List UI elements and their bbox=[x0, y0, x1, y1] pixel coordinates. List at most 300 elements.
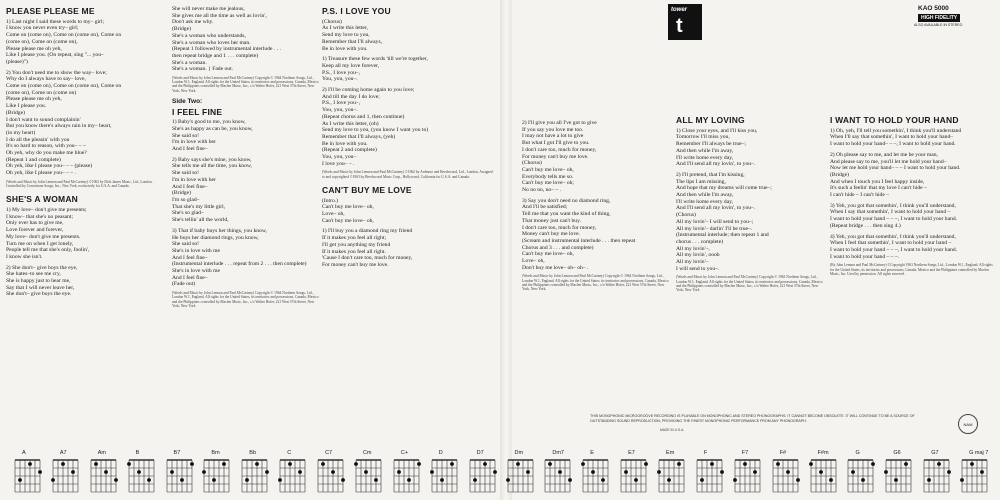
finger-dot bbox=[970, 462, 974, 466]
chord-name: B7 bbox=[173, 450, 181, 456]
chord-grid-icon bbox=[770, 458, 800, 494]
lyric-line: (come on), Come on (come on) bbox=[6, 89, 77, 96]
lyric-line: 4) Yeh, you got that somethin', I think you'll understand, bbox=[830, 233, 956, 240]
finger-dot bbox=[493, 470, 497, 474]
finger-dot bbox=[245, 478, 249, 482]
lyrics-all-my-loving bbox=[676, 128, 826, 273]
finger-dot bbox=[364, 470, 368, 474]
chord-name: Cm bbox=[362, 450, 372, 456]
finger-dot bbox=[904, 462, 908, 466]
finger-dot bbox=[321, 462, 325, 466]
finger-dot bbox=[127, 462, 131, 466]
column-3 bbox=[322, 6, 494, 446]
finger-dot bbox=[796, 478, 800, 482]
lyric-line: For money can't buy me love. bbox=[322, 261, 389, 268]
finger-dot bbox=[278, 478, 282, 482]
finger-dot bbox=[407, 478, 411, 482]
finger-dot bbox=[720, 470, 724, 474]
chord-name: A7 bbox=[59, 450, 67, 456]
lyric-line: I know she isn't. bbox=[6, 253, 43, 260]
finger-dot bbox=[568, 478, 572, 482]
credit-shes-a-woman: (Words and Music by John Lennon and Paul McCartney) Copyright © 1964 Northern Songs, Ltd., London W.1, England. All rights for the United States, its territories and possessions, Canada, Mexico and the Philippines controlled by Maclen Music, Inc., c/o Walter Hofer, 221 West 57th Street, New York, New York. bbox=[172, 76, 319, 93]
lyric-line: But you know there's always rain in my– heart, bbox=[6, 123, 112, 130]
lyric-line: And I'll be satisfied; bbox=[522, 204, 568, 211]
lyric-line: Can't buy me love– oh, bbox=[522, 251, 574, 258]
lyric-line: And when I touch you I feel happy inside, bbox=[830, 178, 925, 185]
finger-dot bbox=[829, 478, 833, 482]
song-title-please-please-me: PLEASE PLEASE ME bbox=[6, 6, 95, 16]
lyric-line: That she's my little girl, bbox=[172, 203, 226, 210]
chord-name: F bbox=[703, 450, 708, 456]
finger-dot bbox=[634, 478, 638, 482]
lyrics-i-want-to-hold-your-hand bbox=[830, 128, 996, 261]
chord-name: F7 bbox=[741, 450, 749, 456]
lyrics-cant-buy-me-love-cont bbox=[522, 120, 672, 271]
lyric-line: (come on), Come on (come on), bbox=[6, 38, 78, 45]
lyric-line: And then while I'm away, bbox=[676, 147, 734, 154]
song-title-ps-i-love-you: P.S. I LOVE YOU bbox=[322, 6, 391, 16]
lyric-line: All my lovin'– I will send to you–; bbox=[676, 218, 754, 225]
lyric-line: Love forever and forever, bbox=[6, 227, 64, 234]
finger-dot bbox=[331, 470, 335, 474]
lyric-line: No no no, no– – . bbox=[522, 187, 562, 194]
lyric-line: 2) I'll pretend, that I'm kissing, bbox=[676, 171, 745, 178]
credit-i-want-to-hold-your-hand: (By John Lennon and Paul McCartney) ©Copyright 1963 Northern Songs, Ltd., London W.1, England. All rights for the United States, its territories and possessions, Canada, Mexico and the Philippines controlled by Maclen Music, Inc. Used by permission. All rights reserved. bbox=[830, 263, 993, 276]
lyric-line: I want to hold your hand – – –, I want to hold your hand. bbox=[830, 246, 958, 253]
finger-dot bbox=[657, 470, 661, 474]
lyric-line: Remember that I'll always, (yeh) bbox=[322, 133, 396, 140]
finger-dot bbox=[28, 462, 32, 466]
finger-dot bbox=[710, 462, 714, 466]
finger-dot bbox=[852, 470, 856, 474]
finger-dot bbox=[203, 470, 207, 474]
chord-diagram bbox=[654, 448, 690, 498]
lyric-line: Now let me hold your hand– – – I want to hold your hand. bbox=[830, 165, 961, 172]
finger-dot bbox=[947, 470, 951, 474]
finger-dot bbox=[591, 470, 595, 474]
chord-diagram bbox=[199, 448, 235, 498]
chord-grid-icon bbox=[808, 458, 838, 494]
lyric-line: 2) You don't need me to show the way– love; bbox=[6, 69, 107, 76]
finger-dot bbox=[265, 470, 269, 474]
chord-grid-icon bbox=[467, 458, 497, 494]
lyric-line: I may not have a lot to give bbox=[522, 133, 584, 140]
chord-diagram bbox=[503, 448, 539, 498]
lyric-line: Come on (come on), Come on (come on), Come on bbox=[6, 83, 122, 90]
chord-diagram bbox=[86, 448, 122, 498]
song-title-i-feel-fine: I FEEL FINE bbox=[172, 106, 223, 117]
lyric-line: 3) Say you don't need no diamond ring, bbox=[522, 197, 611, 204]
lyric-line: Send my love to you, bbox=[322, 32, 370, 39]
lyric-line: All my lovin'–, bbox=[676, 245, 710, 252]
chord-name: G bbox=[855, 450, 860, 456]
lyric-line: Love– oh, bbox=[322, 210, 345, 217]
chord-diagram bbox=[124, 448, 160, 498]
lyric-line: All my lovin'– darlin' I'll be true–. bbox=[676, 225, 753, 232]
finger-dot bbox=[51, 478, 55, 482]
lyric-line: (Intro.) bbox=[322, 197, 338, 204]
chord-diagram bbox=[427, 448, 463, 498]
lyric-line: It's so hard to reason, with you– – – bbox=[6, 143, 86, 150]
lyric-line: Only ever has to give me, bbox=[6, 220, 64, 227]
lyric-line: (please)") bbox=[6, 58, 28, 65]
credit-ps-i-love-you: (Words and Music by John Lennon and Paul McCartney) ©1962 by Ardmore and Beechwood, Ltd., London. Assigned to and copyrighted ©1963 by Beechwood Music Corp., Hollywood, California for U.S.A. and Canada. bbox=[322, 170, 493, 179]
lyric-line: I'm in love with her bbox=[172, 176, 216, 183]
lyric-line: 1) Treasure these few words 'till we're together, bbox=[322, 56, 428, 63]
lyric-line: I want to hold your hand – – –, I want to hold your hand. bbox=[830, 216, 958, 223]
lyric-line: Send my love to you, (you know I want you to) bbox=[322, 127, 429, 134]
lyric-line: (Bridge) bbox=[6, 109, 25, 116]
lyric-line: I will send to you–. bbox=[676, 265, 720, 272]
lyric-line: And please say to me, you'll let me hold your hand– bbox=[830, 158, 947, 165]
lyric-line: Tomorrow I'll miss you, bbox=[676, 134, 730, 141]
nam-seal: NAM bbox=[958, 414, 978, 434]
lyric-line: (Scream and instrumental interlude . . . then repeat bbox=[522, 237, 636, 244]
lyric-line: 2) I'll give you all I've got to give bbox=[522, 120, 597, 126]
lyric-line: She's a woman who loves her man. bbox=[172, 39, 251, 46]
lyric-line: (Repeat 1 followed by instrumental interlude . . . bbox=[172, 46, 281, 53]
finger-dot bbox=[440, 478, 444, 482]
lyric-line: And I'll send all my lovin', to you–. bbox=[676, 161, 756, 168]
lyric-line: (Repeat 1 and complete) bbox=[6, 156, 61, 163]
lyric-line: Don't ask me why. bbox=[172, 19, 214, 26]
finger-dot bbox=[581, 462, 585, 466]
chord-name: F# bbox=[779, 450, 787, 456]
chord-name: C+ bbox=[400, 450, 409, 456]
lyric-line: And till the day I do love; bbox=[322, 93, 380, 100]
lyrics-shes-a-woman bbox=[6, 207, 166, 298]
finger-dot bbox=[809, 462, 813, 466]
finger-dot bbox=[147, 478, 151, 482]
finger-dot bbox=[61, 462, 65, 466]
lyric-line: Love– oh, bbox=[522, 258, 545, 265]
lyric-line: When I feel that somethin', I want to hold your hand – bbox=[830, 240, 952, 247]
lyric-line: I want to hold your hand – – –. bbox=[830, 253, 900, 260]
lyric-line: She is happy just to hear me, bbox=[6, 278, 71, 285]
lyric-line: She said so! bbox=[172, 170, 200, 177]
finger-dot bbox=[255, 462, 259, 466]
chord-grid-icon bbox=[353, 458, 383, 494]
chord-diagram bbox=[768, 448, 804, 498]
lyric-line: Oh yeh, like I please you– – – (please) bbox=[6, 163, 93, 170]
chord-grid-icon bbox=[391, 458, 421, 494]
chord-name: Dm7 bbox=[552, 450, 564, 456]
lyric-line: I don't care too, much for money, bbox=[522, 146, 597, 153]
lyric-line: (in my heart) bbox=[6, 129, 36, 136]
lyric-line: The lips I am missing, bbox=[676, 178, 726, 185]
lyric-line: As I write this letter, (oh) bbox=[322, 120, 379, 127]
lyric-line: 1) My love– don't give me presents; bbox=[6, 206, 87, 213]
lyric-line: (Repeat chorus and 1, then continue) bbox=[322, 113, 405, 120]
finger-dot bbox=[18, 478, 22, 482]
finger-dot bbox=[94, 462, 98, 466]
finger-dot bbox=[483, 462, 487, 466]
lyric-line: She hates–to see me cry, bbox=[6, 271, 61, 278]
lyric-line: And I feel fine– bbox=[172, 183, 208, 190]
chord-grid-icon bbox=[126, 458, 156, 494]
lyric-line: If you say you love me too. bbox=[522, 126, 584, 133]
chord-diagram bbox=[10, 448, 46, 498]
lyric-line: When I'll say that somethin', I want to hold your hand– bbox=[830, 134, 954, 141]
finger-dot bbox=[872, 462, 876, 466]
lyric-line: I'll get you anything my friend bbox=[322, 241, 391, 248]
finger-dot bbox=[180, 478, 184, 482]
finger-dot bbox=[516, 462, 520, 466]
lyric-line: 1) Baby's good to me, you know, bbox=[172, 119, 246, 126]
finger-dot bbox=[884, 470, 888, 474]
finger-dot bbox=[137, 470, 141, 474]
lyric-line: Don't buy me love– oh– oh– . bbox=[522, 264, 589, 271]
chord-name: D7 bbox=[476, 450, 484, 456]
lyric-line: Please please me oh yeh, bbox=[6, 45, 62, 52]
lyric-line: (Chorus) bbox=[676, 212, 696, 219]
finger-dot bbox=[644, 462, 648, 466]
lyric-line: 1) Oh, yeh, I'll tell you somethin', I think you'll understand bbox=[830, 127, 962, 134]
lyric-line: I can't hide – I can't hide – bbox=[830, 192, 890, 199]
chord-grid-icon bbox=[921, 458, 951, 494]
finger-dot bbox=[526, 470, 530, 474]
lyric-line: 3) That if baby buys her things, you know, bbox=[172, 227, 267, 234]
lyric-line: 2) Baby says she's mine, you know, bbox=[172, 156, 252, 163]
lyric-line: That money just can't buy. bbox=[522, 217, 581, 224]
chord-grid-icon bbox=[580, 458, 610, 494]
chord-grid-icon bbox=[883, 458, 913, 494]
lyric-line: If it makes you feel all right. bbox=[322, 248, 386, 255]
finger-dot bbox=[980, 470, 984, 474]
chord-grid-icon bbox=[542, 458, 572, 494]
lyric-line: And I feel fine– bbox=[172, 274, 208, 281]
chord-grid-icon bbox=[845, 458, 875, 494]
lyric-line: 3) Yeh, you got that somethin', I think you'll understand, bbox=[830, 202, 956, 209]
lyric-line: Remember I'll always be true–; bbox=[676, 141, 746, 148]
chord-diagram bbox=[313, 448, 349, 498]
lyric-line: All my lovin', oooh bbox=[676, 252, 720, 259]
chord-grid-icon bbox=[959, 458, 989, 494]
column-1 bbox=[6, 6, 166, 446]
chord-grid-icon bbox=[277, 458, 307, 494]
chord-grid-icon bbox=[164, 458, 194, 494]
lyric-line: I'll write home every day, bbox=[676, 154, 734, 161]
lyric-line: And I feel fine– bbox=[172, 146, 208, 153]
lyric-line: She's so glad– bbox=[172, 210, 204, 217]
catalog-number: KAO 5000 bbox=[918, 5, 949, 12]
credit-all-my-loving: (Words and Music by John Lennon and Paul McCartney) Copyright © 1963 Northern Songs, Ltd., London W.1, England. All rights for the United States, its territories and possessions, Canada, Mexico and the Philippines controlled by Maclen Music, Inc., c/o Walter Hofer, 221 West 57th Street, New York, New York. bbox=[676, 275, 823, 293]
chord-diagram bbox=[275, 448, 311, 498]
credit-cant-buy-me-love: (Words and Music by John Lennon and Paul McCartney) Copyright © 1964 Northern Songs, Ltd., London W.1, England. All rights for the United States, its territories and possessions, Canada, Mexico and the Philippines controlled by Maclen Music, Inc., c/o Walter Hofer, 221 West 57th Street, New York, New York. bbox=[522, 274, 669, 292]
chord-name: E bbox=[590, 450, 594, 456]
lyric-line: I'll write home every day, bbox=[676, 198, 734, 205]
finger-dot bbox=[700, 478, 704, 482]
lyric-line: Remember that I'll always, bbox=[322, 38, 383, 45]
lyric-line: 2) I'll be coming home again to you love; bbox=[322, 87, 415, 94]
chord-grid-icon bbox=[239, 458, 269, 494]
lyric-line: (Bridge) bbox=[830, 171, 849, 178]
lyric-line: I'm in love with her bbox=[172, 139, 216, 146]
chord-diagram bbox=[389, 448, 425, 498]
lyric-line: 2) Oh please say to me, and let me be your man, bbox=[830, 151, 938, 158]
finger-dot bbox=[104, 470, 108, 474]
chord-diagram bbox=[351, 448, 387, 498]
chord-name: Em bbox=[666, 450, 675, 456]
lyric-line: Money can't buy me love. bbox=[522, 231, 581, 238]
lyric-line: (Chorus) bbox=[322, 18, 342, 25]
lyric-line: (Repeat 2 and complete) bbox=[322, 147, 377, 154]
lyric-line: It's such a feelin' that my love I can't hide – bbox=[830, 185, 927, 192]
finger-dot bbox=[677, 462, 681, 466]
finger-dot bbox=[558, 470, 562, 474]
lyric-line: She's in love with me bbox=[172, 268, 220, 275]
high-fidelity-badge: HIGH FIDELITY bbox=[918, 14, 960, 22]
center-fold bbox=[500, 0, 512, 500]
chord-grid-icon bbox=[505, 458, 535, 494]
song-title-i-want-to-hold-your-hand: I WANT TO HOLD YOUR HAND bbox=[830, 115, 959, 125]
lyric-line: And then while I'm away, bbox=[676, 192, 734, 199]
lyric-line: chorus . . . complete) bbox=[676, 238, 724, 245]
lyric-line: Be in love with you. bbox=[322, 140, 368, 147]
column-6 bbox=[830, 115, 996, 415]
chord-grid-icon bbox=[315, 458, 345, 494]
chord-name: E7 bbox=[628, 450, 635, 456]
chord-grid-icon bbox=[201, 458, 231, 494]
finger-dot bbox=[354, 462, 358, 466]
chord-diagram bbox=[578, 448, 614, 498]
lyric-line: I know– that she's no peasant; bbox=[6, 213, 74, 220]
chord-name: Bb bbox=[249, 450, 257, 456]
lyric-line: Chorus and 3 . . . and complete) bbox=[522, 244, 594, 251]
lyric-line: Can't buy me love– oh, bbox=[322, 217, 374, 224]
chord-diagram bbox=[465, 448, 501, 498]
chord-grid-icon bbox=[50, 458, 80, 494]
chord-grid-icon bbox=[88, 458, 118, 494]
chord-diagram bbox=[162, 448, 198, 498]
song-title-all-my-loving: ALL MY LOVING bbox=[676, 115, 745, 125]
stereo-note: ALSO AVAILABLE IN STEREO bbox=[914, 23, 963, 27]
chord-name: A bbox=[22, 450, 26, 456]
lyric-line: (Bridge) bbox=[172, 190, 191, 197]
lyric-line: Be in love with you. bbox=[322, 45, 368, 52]
chord-name: Dm bbox=[514, 450, 524, 456]
lyric-line: 2) She don't– give boys the eye, bbox=[6, 264, 78, 271]
lyric-line: She's a woman who understands, bbox=[172, 32, 246, 39]
lyric-line: Turn me on when I get lonely, bbox=[6, 240, 74, 247]
lyric-line: 1) Close your eyes, and I'll kiss you, bbox=[676, 127, 758, 134]
finger-dot bbox=[667, 478, 671, 482]
lyric-line: And I feel fine– bbox=[172, 254, 208, 261]
finger-dot bbox=[213, 478, 217, 482]
lyric-line: She said so! bbox=[172, 241, 200, 248]
lyric-line: Like I please you. (On repeat, sing "... you– bbox=[6, 52, 104, 59]
chord-diagram bbox=[806, 448, 842, 498]
finger-dot bbox=[753, 470, 757, 474]
lyric-line: then repeat bridge and 1 . . . complete) bbox=[172, 52, 259, 59]
lyric-line: He buys her diamond rings, you know, bbox=[172, 234, 259, 241]
lyric-line: Everybody tells me so. bbox=[522, 173, 574, 180]
lyric-line: (Instrumental interlude . . . repeat from 2 . . . then complete) bbox=[172, 261, 307, 268]
lyric-line: My love– don't give me presents. bbox=[6, 233, 81, 240]
lyric-line: But what I got I'll give to you. bbox=[522, 140, 590, 147]
chord-diagram bbox=[237, 448, 273, 498]
finger-dot bbox=[450, 462, 454, 466]
chord-grid-icon bbox=[732, 458, 762, 494]
chord-diagram bbox=[881, 448, 917, 498]
lyrics-cant-buy-me-love bbox=[322, 198, 494, 269]
lyric-line: As I write this letter, bbox=[322, 25, 368, 32]
lyric-line: Say that I will never leave her, bbox=[6, 284, 75, 291]
chord-diagram bbox=[919, 448, 955, 498]
lyric-line: (Instrumental interlude; then repeat 1 and bbox=[676, 232, 769, 239]
lyric-line: I do all the pleasin' with you bbox=[6, 136, 70, 143]
finger-dot bbox=[937, 462, 941, 466]
made-in-usa: MADE IN U.S.A. bbox=[660, 428, 685, 432]
finger-dot bbox=[927, 478, 931, 482]
chord-diagram bbox=[957, 448, 993, 498]
finger-dot bbox=[624, 470, 628, 474]
finger-dot bbox=[960, 478, 964, 482]
lyric-line: She will never make me jealous, bbox=[172, 6, 245, 12]
lyric-line: Keep all my love forever, bbox=[322, 62, 380, 69]
finger-dot bbox=[743, 462, 747, 466]
monophonic-notice: THIS MONOPHONIC MICROGROOVE RECORDING IS PLAYABLE ON MONOPHONIC AND STEREO PHONOGRAPHS. IT CANNOT BECOME OBSOLETE. IT WILL CONTINUE TO BE A SOURCE OF OUTSTANDING SOUND REPRODUCTION, PROVIDING THE FINEST MONOPHONIC PERFORMANCE FROM ANY PHONOGRAPH. bbox=[590, 414, 915, 423]
column-5 bbox=[676, 115, 826, 415]
lyric-line: Can't buy me love– oh, bbox=[322, 204, 374, 211]
lyric-line: She tells me all the time, you know, bbox=[172, 163, 252, 170]
lyric-line: I don't want to sound complainin' bbox=[6, 116, 81, 123]
finger-dot bbox=[894, 478, 898, 482]
lyric-line: (Bridge) bbox=[172, 26, 191, 33]
lyric-line: P.S., I love you–, bbox=[322, 69, 361, 76]
lyrics-shes-a-woman-cont bbox=[172, 6, 322, 73]
lyric-line: You, you, you–. bbox=[322, 76, 358, 83]
chord-diagram-strip bbox=[10, 448, 995, 498]
lyric-line: 1) I'll buy you a diamond ring my friend bbox=[322, 228, 413, 235]
lyric-line: All my lovin'– bbox=[676, 259, 709, 266]
chord-diagram bbox=[730, 448, 766, 498]
lyric-line: She's a woman. } Fade out. bbox=[172, 66, 234, 73]
lyric-line: Oh yeh, like I please you– – – . bbox=[6, 170, 76, 177]
chord-diagram bbox=[692, 448, 728, 498]
finger-dot bbox=[786, 470, 790, 474]
finger-dot bbox=[374, 478, 378, 482]
chord-diagram bbox=[843, 448, 879, 498]
finger-dot bbox=[430, 470, 434, 474]
lyric-line: She gives me all the time as well as lovin', bbox=[172, 12, 267, 19]
lyric-line: Tell me that you want the kind of thing, bbox=[522, 211, 611, 218]
lyric-line: I'm so glad– bbox=[172, 196, 200, 203]
credit-i-feel-fine: (Words and Music by John Lennon and Paul McCartney) Copyright © 1964 Northern Songs, Ltd., London W.1, England. All rights for the United States, its territories and possessions, Canada, Mexico and the Philippines controlled by Maclen Music, Inc., c/o Walter Hofer, 221 West 57th Street, New York, New York. bbox=[172, 291, 319, 308]
lyric-line: (Repeat bridge . . . then sing 4.) bbox=[830, 222, 901, 229]
lyric-line: And I'll send all my lovin', to you–. bbox=[676, 205, 756, 212]
finger-dot bbox=[548, 462, 552, 466]
lyric-line: 'Cause I don't care too, much for money, bbox=[322, 255, 413, 262]
lyrics-i-feel-fine bbox=[172, 119, 322, 288]
lyric-line: If it makes you feel all right; bbox=[322, 235, 386, 242]
chord-name: D bbox=[438, 450, 443, 456]
lyric-line: She's tellin' all the world, bbox=[172, 217, 229, 224]
chord-grid-icon bbox=[12, 458, 42, 494]
chord-diagram bbox=[540, 448, 576, 498]
lyric-line: You, you, you–. bbox=[322, 107, 358, 114]
chord-grid-icon bbox=[618, 458, 648, 494]
lyric-line: I know you never even try– girl; bbox=[6, 25, 79, 32]
song-title-shes-a-woman: SHE'S A WOMAN bbox=[6, 194, 78, 205]
lyric-line: She don't– give boys the eye. bbox=[6, 291, 72, 298]
finger-dot bbox=[776, 462, 780, 466]
song-title-cant-buy-me-love: CAN'T BUY ME LOVE bbox=[322, 184, 412, 195]
finger-dot bbox=[601, 478, 605, 482]
lyric-line: I love you– – . bbox=[322, 160, 355, 167]
chord-name: C bbox=[287, 450, 292, 456]
finger-dot bbox=[170, 470, 174, 474]
